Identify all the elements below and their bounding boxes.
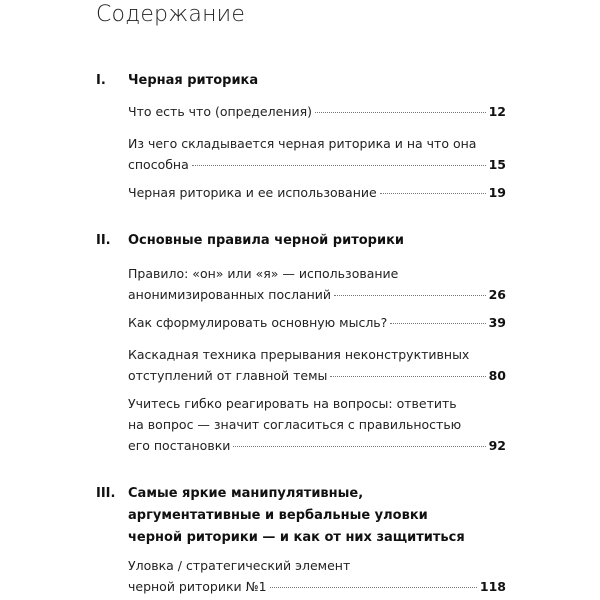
toc-entry[interactable] [128,182,506,203]
toc-entry-text: Уловка / стратегический элемент [128,558,351,573]
dot-leader [192,165,486,166]
toc-entry-text: Черная риторика и ее использование [128,185,377,200]
toc-entry-text: способна [128,157,189,172]
toc-entry-text: его постановки [128,438,231,453]
section-number: II. [96,233,111,248]
section-number: III. [96,486,116,501]
page-number: 118 [479,579,506,594]
toc-entry[interactable] [128,393,506,456]
toc-entry-text: Как сформулировать основную мысль? [128,315,388,330]
toc-entry-text: анонимизированных посланий [128,287,332,302]
page-number: 15 [488,157,506,172]
toc-entry-text: Правило: «он» или «я» — использование [128,266,399,281]
dot-leader [233,446,485,447]
page-number: 92 [488,438,506,453]
section-title-line: черной риторики — и как от них защититься [128,530,465,545]
page-number: 26 [488,287,506,302]
dot-leader [315,112,486,113]
toc-entry[interactable] [128,555,506,597]
toc-entry-text: Учитесь гибко реагировать на вопросы: ответить [128,396,457,411]
toc-entry-text: на вопрос — значит согласиться с правильностью [128,417,462,432]
section-title: Основные правила черной риторики [128,233,405,248]
dot-leader [380,193,486,194]
toc-entry-text: черной риторики №1 [128,579,267,594]
toc-entry[interactable] [128,263,506,305]
section-number: I. [96,73,106,88]
section-title-line: Самые яркие манипулятивные, [128,486,364,501]
page-number: 39 [488,315,506,330]
section-title: Черная риторика [128,73,259,88]
page-number: 80 [488,368,506,383]
toc-entry-text: отступлений от главной темы [128,368,328,383]
toc-entry[interactable] [128,101,506,122]
page-number: 12 [488,104,506,119]
toc-entry[interactable] [128,344,506,386]
toc-entry-text: Каскадная техника прерывания неконструктивных [128,347,470,362]
page-number: 19 [488,185,506,200]
toc-entry-text: Что есть что (определения) [128,104,312,119]
toc-entry-text: Из чего складывается черная риторика и на что она [128,136,477,151]
section-title [128,483,508,549]
toc-entry[interactable] [128,312,506,333]
dot-leader [334,295,486,296]
page-title: Содержание [96,2,246,27]
section-title-line: аргументативные и вербальные уловки [128,508,428,523]
dot-leader [330,376,485,377]
dot-leader [270,587,477,588]
toc-entry[interactable] [128,133,506,175]
dot-leader [390,323,485,324]
